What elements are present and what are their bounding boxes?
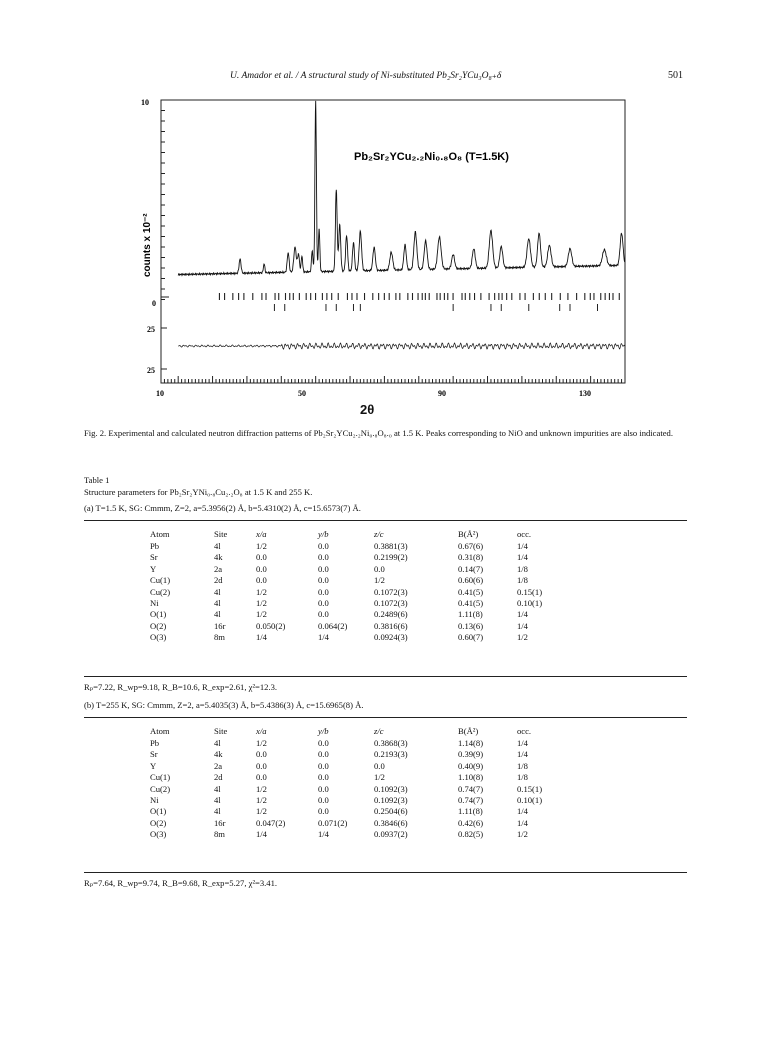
cell-occ: 1/4 bbox=[517, 738, 528, 748]
cell-occ: 0.10(1) bbox=[517, 598, 543, 609]
cell-atom: Sr bbox=[150, 552, 158, 563]
table-row bbox=[150, 621, 577, 632]
col-occ: occ. bbox=[517, 529, 532, 539]
table-a bbox=[150, 527, 577, 644]
cell-atom: Cu(2) bbox=[150, 783, 171, 794]
col-x: x/a bbox=[256, 529, 267, 539]
cell-site: 4l bbox=[214, 586, 221, 597]
cell-site: 2a bbox=[214, 760, 223, 771]
cell-z: 1/2 bbox=[374, 575, 385, 586]
table-b-bottom-rule bbox=[84, 872, 687, 873]
cell-y: 0.0 bbox=[318, 552, 329, 563]
col-site: Site bbox=[214, 529, 228, 539]
table-a-header bbox=[150, 527, 577, 541]
cell-site: 16r bbox=[214, 817, 226, 828]
cell-z: 0.3868(3) bbox=[374, 738, 408, 748]
cell-atom: Pb bbox=[150, 541, 160, 551]
cell-site: 4l bbox=[214, 795, 221, 806]
cell-z: 0.2193(3) bbox=[374, 749, 408, 760]
cell-x: 1/2 bbox=[256, 609, 267, 620]
cell-z: 0.1072(3) bbox=[374, 598, 408, 609]
cell-y: 0.0 bbox=[318, 772, 329, 783]
cell-atom: Sr bbox=[150, 749, 158, 760]
cell-b: 0.39(9) bbox=[458, 749, 484, 760]
table-row bbox=[150, 806, 577, 817]
col-b: B(Å²) bbox=[458, 726, 479, 736]
col-b: B(Å²) bbox=[458, 529, 479, 539]
col-atom: Atom bbox=[150, 529, 170, 539]
cell-occ: 1/2 bbox=[517, 632, 528, 643]
running-head: U. Amador et al. / A structural study of Ni-substituted Pb₂Sr₂YCu₃O₈₊δ bbox=[230, 71, 502, 81]
difference-curve bbox=[178, 343, 625, 349]
cell-occ: 0.15(1) bbox=[517, 586, 543, 597]
cell-site: 8m bbox=[214, 632, 225, 643]
y-tick-25a: 25 bbox=[147, 325, 155, 334]
x-tick-10: 10 bbox=[156, 389, 164, 398]
diffraction-figure bbox=[128, 92, 640, 422]
table-row bbox=[150, 564, 577, 575]
cell-atom: Cu(1) bbox=[150, 575, 171, 586]
cell-x: 0.0 bbox=[256, 772, 267, 783]
cell-z: 0.2489(6) bbox=[374, 609, 408, 620]
table-b-footer: Rₚ=7.64, R_wp=9.74, R_B=9.68, R_exp=5.27, χ²=3.41. bbox=[84, 878, 278, 888]
cell-b: 0.41(5) bbox=[458, 586, 484, 597]
cell-y: 0.0 bbox=[318, 575, 329, 586]
table-a-top-rule bbox=[84, 520, 687, 521]
cell-atom: Y bbox=[150, 760, 157, 771]
table-row bbox=[150, 575, 577, 586]
cell-site: 4l bbox=[214, 598, 221, 609]
cell-x: 1/4 bbox=[256, 829, 267, 840]
cell-site: 4k bbox=[214, 749, 223, 760]
cell-z: 0.1092(3) bbox=[374, 783, 408, 794]
x-axis-label: 2θ bbox=[360, 402, 375, 417]
table-row bbox=[150, 598, 577, 609]
cell-y: 0.0 bbox=[318, 738, 329, 748]
cell-z: 0.1072(3) bbox=[374, 586, 408, 597]
table-row bbox=[150, 749, 577, 760]
table-row bbox=[150, 795, 577, 806]
cell-y: 0.0 bbox=[318, 749, 329, 760]
table-b-top-rule bbox=[84, 717, 687, 718]
col-z: z/c bbox=[374, 529, 384, 539]
cell-site: 4l bbox=[214, 541, 221, 551]
cell-y: 0.0 bbox=[318, 563, 329, 574]
cell-occ: 1/4 bbox=[517, 806, 528, 817]
cell-b: 0.60(7) bbox=[458, 632, 484, 643]
cell-b: 0.74(7) bbox=[458, 783, 484, 794]
cell-y: 0.0 bbox=[318, 586, 329, 597]
x-tick-130: 130 bbox=[579, 389, 591, 398]
cell-occ: 1/4 bbox=[517, 817, 528, 828]
cell-site: 2a bbox=[214, 563, 223, 574]
cell-site: 4l bbox=[214, 609, 221, 620]
table-row bbox=[150, 829, 577, 840]
table-row bbox=[150, 541, 577, 552]
col-atom: Atom bbox=[150, 726, 170, 736]
y-tick-25b: 25 bbox=[147, 366, 155, 375]
cell-b: 0.13(6) bbox=[458, 620, 484, 631]
cell-site: 2d bbox=[214, 772, 223, 783]
table-a-heading: (a) T=1.5 K, SG: Cmmm, Z=2, a=5.3956(2) Å, b=5.4310(2) Å, c=15.6573(7) Å. bbox=[84, 503, 361, 513]
cell-occ: 1/4 bbox=[517, 749, 528, 760]
table-b-heading: (b) T=255 K, SG: Cmmm, Z=2, a=5.4035(3) Å, b=5.4386(3) Å, c=15.6965(8) Å. bbox=[84, 700, 364, 710]
cell-x: 0.050(2) bbox=[256, 620, 286, 631]
cell-atom: O(2) bbox=[150, 620, 167, 631]
y-axis-label: counts x 10⁻² bbox=[142, 213, 153, 277]
cell-site: 2d bbox=[214, 575, 223, 586]
cell-x: 1/2 bbox=[256, 738, 267, 748]
cell-occ: 1/4 bbox=[517, 541, 528, 551]
cell-occ: 1/8 bbox=[517, 760, 528, 771]
table-number: Table 1 bbox=[84, 475, 110, 485]
cell-x: 0.047(2) bbox=[256, 817, 286, 828]
cell-y: 0.0 bbox=[318, 783, 329, 794]
cell-b: 0.31(8) bbox=[458, 552, 484, 563]
cell-b: 0.40(9) bbox=[458, 760, 484, 771]
cell-b: 0.14(7) bbox=[458, 563, 484, 574]
cell-z: 0.1092(3) bbox=[374, 795, 408, 806]
cell-z: 0.3816(6) bbox=[374, 620, 408, 631]
cell-x: 0.0 bbox=[256, 575, 267, 586]
cell-x: 1/4 bbox=[256, 632, 267, 643]
cell-atom: O(3) bbox=[150, 632, 167, 643]
cell-atom: O(1) bbox=[150, 609, 167, 620]
cell-b: 0.74(7) bbox=[458, 795, 484, 806]
cell-atom: Cu(2) bbox=[150, 586, 171, 597]
table-row bbox=[150, 772, 577, 783]
cell-b: 1.10(8) bbox=[458, 772, 484, 783]
cell-z: 0.2199(2) bbox=[374, 552, 408, 563]
col-x: x/a bbox=[256, 726, 267, 736]
x-tick-90: 90 bbox=[438, 389, 446, 398]
cell-y: 0.0 bbox=[318, 609, 329, 620]
cell-b: 0.67(6) bbox=[458, 541, 484, 551]
cell-occ: 1/8 bbox=[517, 772, 528, 783]
table-row bbox=[150, 761, 577, 772]
table-row bbox=[150, 587, 577, 598]
cell-x: 1/2 bbox=[256, 783, 267, 794]
cell-occ: 0.10(1) bbox=[517, 795, 543, 806]
cell-z: 0.2504(6) bbox=[374, 806, 408, 817]
y-tick-0: 0 bbox=[152, 299, 156, 308]
cell-occ: 0.15(1) bbox=[517, 783, 543, 794]
cell-atom: Y bbox=[150, 563, 157, 574]
cell-x: 0.0 bbox=[256, 563, 267, 574]
cell-y: 0.0 bbox=[318, 806, 329, 817]
cell-b: 0.42(6) bbox=[458, 817, 484, 828]
cell-x: 1/2 bbox=[256, 586, 267, 597]
cell-occ: 1/2 bbox=[517, 829, 528, 840]
col-y: y/b bbox=[318, 529, 329, 539]
table-row bbox=[150, 609, 577, 620]
figure-caption: Fig. 2. Experimental and calculated neutron diffraction patterns of Pb₂Sr₂YCu₂.₂Ni₀.₈O₈.₀ at 1.5 K. Peaks corresponding to NiO and unknown impurities are also indicated. bbox=[84, 428, 673, 438]
cell-site: 4k bbox=[214, 552, 223, 563]
y-tick-10: 10 bbox=[141, 98, 149, 107]
cell-site: 8m bbox=[214, 829, 225, 840]
cell-site: 4l bbox=[214, 738, 221, 748]
cell-y: 0.071(2) bbox=[318, 817, 348, 828]
cell-site: 4l bbox=[214, 783, 221, 794]
plot-label: Pb₂Sr₂YCu₂.₂Ni₀.₈O₈ (T=1.5K) bbox=[354, 151, 509, 163]
cell-b: 0.41(5) bbox=[458, 598, 484, 609]
cell-x: 1/2 bbox=[256, 598, 267, 609]
cell-atom: Ni bbox=[150, 598, 159, 609]
page-number: 501 bbox=[668, 70, 683, 81]
col-z: z/c bbox=[374, 726, 384, 736]
cell-b: 1.11(8) bbox=[458, 609, 483, 620]
cell-z: 0.3846(6) bbox=[374, 817, 408, 828]
cell-y: 1/4 bbox=[318, 632, 329, 643]
cell-atom: O(3) bbox=[150, 829, 167, 840]
cell-y: 0.064(2) bbox=[318, 620, 348, 631]
table-b-header bbox=[150, 724, 577, 738]
cell-z: 0.0 bbox=[374, 760, 385, 771]
cell-occ: 1/4 bbox=[517, 609, 528, 620]
cell-z: 0.0937(2) bbox=[374, 829, 408, 840]
cell-occ: 1/8 bbox=[517, 563, 528, 574]
pattern-curve bbox=[178, 101, 625, 276]
cell-x: 0.0 bbox=[256, 552, 267, 563]
table-a-footer: Rₚ=7.22, R_wp=9.18, R_B=10.6, R_exp=2.61, χ²=12.3. bbox=[84, 682, 278, 692]
cell-y: 1/4 bbox=[318, 829, 329, 840]
cell-y: 0.0 bbox=[318, 760, 329, 771]
cell-b: 1.11(8) bbox=[458, 806, 483, 817]
cell-z: 1/2 bbox=[374, 772, 385, 783]
cell-y: 0.0 bbox=[318, 598, 329, 609]
table-row bbox=[150, 818, 577, 829]
cell-z: 0.0924(3) bbox=[374, 632, 408, 643]
cell-z: 0.0 bbox=[374, 563, 385, 574]
x-tick-50: 50 bbox=[298, 389, 306, 398]
cell-x: 1/2 bbox=[256, 541, 267, 551]
col-site: Site bbox=[214, 726, 228, 736]
cell-x: 0.0 bbox=[256, 749, 267, 760]
cell-b: 0.82(5) bbox=[458, 829, 484, 840]
table-row bbox=[150, 738, 577, 749]
cell-atom: Pb bbox=[150, 738, 160, 748]
cell-b: 1.14(8) bbox=[458, 738, 484, 748]
cell-x: 1/2 bbox=[256, 795, 267, 806]
cell-z: 0.3881(3) bbox=[374, 541, 408, 551]
table-caption: Structure parameters for Pb₂Sr₂YNi₀.₈Cu₂.₂O₈ at 1.5 K and 255 K. bbox=[84, 487, 313, 497]
table-row bbox=[150, 784, 577, 795]
col-occ: occ. bbox=[517, 726, 532, 736]
cell-occ: 1/8 bbox=[517, 575, 528, 586]
cell-occ: 1/4 bbox=[517, 620, 528, 631]
table-row bbox=[150, 632, 577, 643]
table-row bbox=[150, 552, 577, 563]
cell-atom: Ni bbox=[150, 795, 159, 806]
cell-site: 16r bbox=[214, 620, 226, 631]
cell-atom: O(1) bbox=[150, 806, 167, 817]
cell-x: 0.0 bbox=[256, 760, 267, 771]
cell-b: 0.60(6) bbox=[458, 575, 484, 586]
col-y: y/b bbox=[318, 726, 329, 736]
cell-site: 4l bbox=[214, 806, 221, 817]
cell-occ: 1/4 bbox=[517, 552, 528, 563]
table-a-bottom-rule bbox=[84, 676, 687, 677]
table-b bbox=[150, 724, 577, 841]
cell-x: 1/2 bbox=[256, 806, 267, 817]
cell-atom: O(2) bbox=[150, 817, 167, 828]
cell-y: 0.0 bbox=[318, 541, 329, 551]
plot-frame bbox=[161, 100, 625, 383]
cell-y: 0.0 bbox=[318, 795, 329, 806]
cell-atom: Cu(1) bbox=[150, 772, 171, 783]
